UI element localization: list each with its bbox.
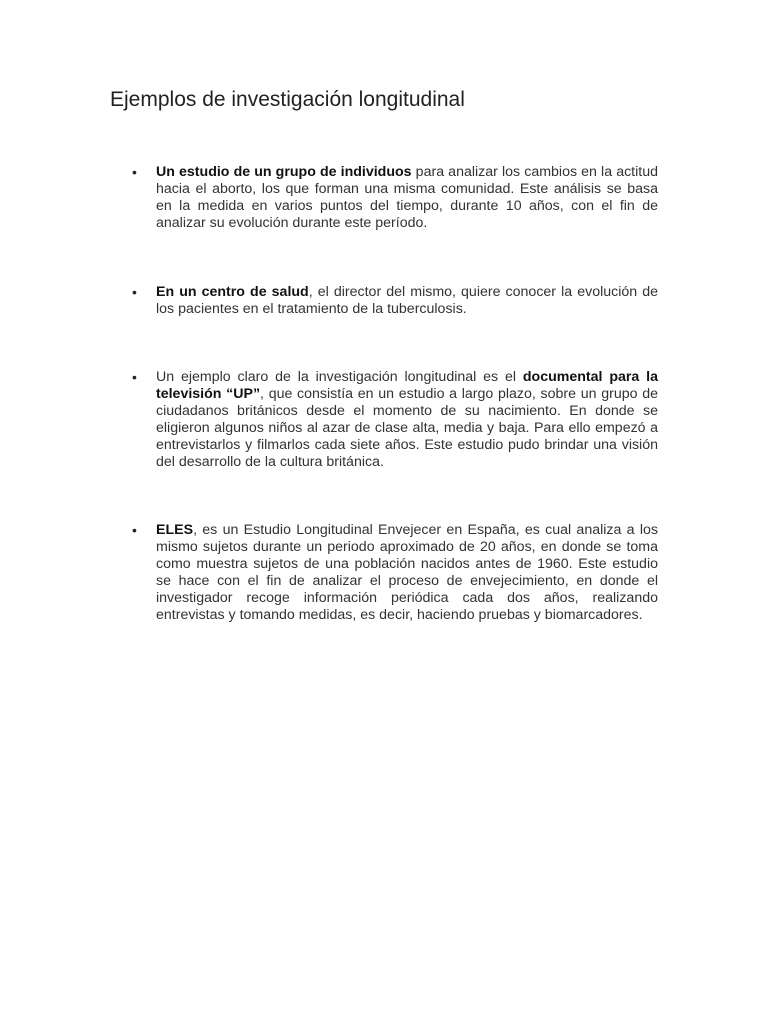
item-emphasis: Un estudio de un grupo de individuos [156, 164, 412, 180]
list-item [132, 284, 659, 318]
item-text: , el director del mismo, quiere conocer la evolución de los pacientes en el tratamiento de la tuberculosis. [156, 284, 659, 317]
bullet-icon: • [132, 522, 137, 538]
list-item [132, 522, 658, 624]
list-item [132, 164, 658, 232]
page-title: Ejemplos de investigación longitudinal [110, 88, 465, 111]
bullet-icon: • [132, 369, 137, 385]
list-item [132, 369, 658, 471]
item-emphasis: documental para la televisión “UP” [156, 369, 658, 402]
item-lead-text: Un ejemplo claro de la investigación longitudinal es el [156, 369, 523, 385]
bullet-icon: • [132, 284, 137, 300]
item-text: , que consistía en un estudio a largo plazo, sobre un grupo de ciudadanos británicos desde el momento de su nacimiento. En donde se eligieron algunos niños al azar de clase alta, media y baja. Para ello empezó a entrevistarlos y filmarlos cada siete años. Este estudio pudo brindar una visión del desarrollo de la cultura británica. [156, 386, 658, 470]
bullet-icon: • [132, 164, 137, 180]
item-text: para analizar los cambios en la actitud hacia el aborto, los que forman una misma comunidad. Este análisis se basa en la medida en varios puntos del tiempo, durante 10 años, con el fin de analizar su evolución durante este período. [156, 164, 658, 231]
item-emphasis: ELES [156, 522, 194, 538]
item-text: , es un Estudio Longitudinal Envejecer en España, es cual analiza a los mismo sujetos durante un periodo aproximado de 20 años, en donde se toma como muestra sujetos de una población nacidos antes de 1960. Este estudio se hace con el fin de analizar el proceso de envejecimiento, en donde el investigador recoge información periódica cada dos años, realizando entrevistas y tomando medidas, es decir, haciendo pruebas y biomarcadores. [156, 522, 658, 623]
item-emphasis: En un centro de salud [156, 284, 309, 300]
